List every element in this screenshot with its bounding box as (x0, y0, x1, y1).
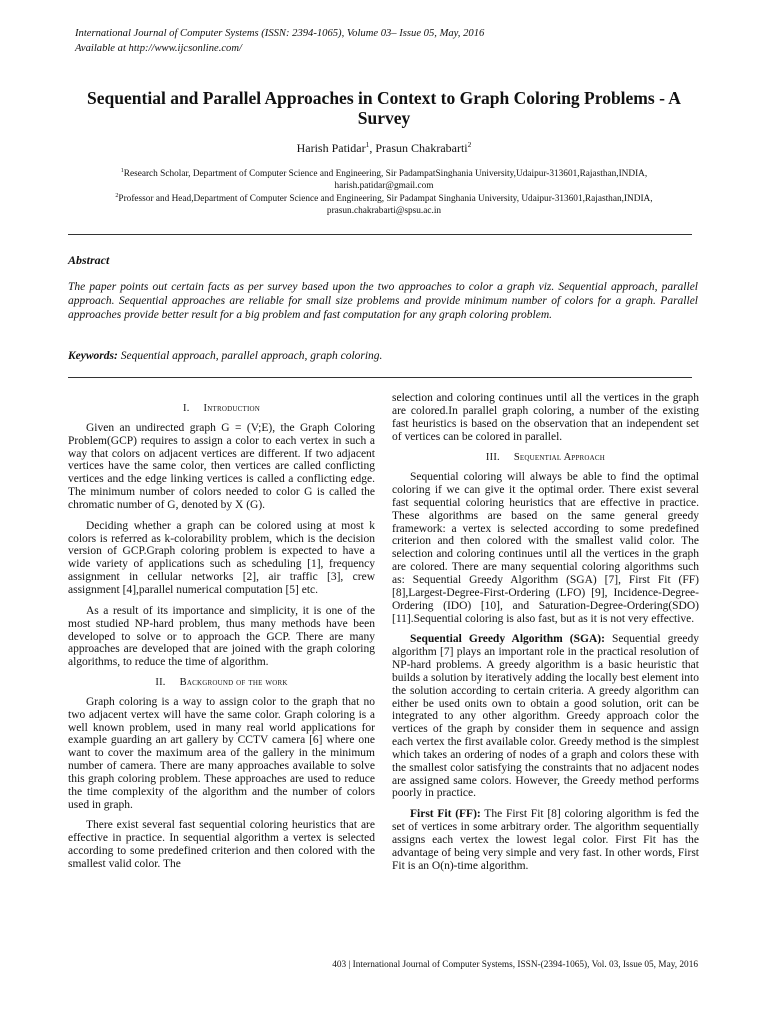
keywords (68, 350, 698, 362)
section-number: I. (183, 403, 190, 414)
sequential-paragraph-1: Sequential coloring will always be able to find the optimal coloring if we can give it the optimal order. There exist several fast sequential coloring heuristics that are effective in practice. These algorithms are based on the same general greedy framework: a vertex is selected according to some predefined criterion and then colored with the smallest valid color. The selection and coloring continues until all the vertices in the graph are colored. There are many sequential coloring algorithms such as: Sequential Greedy Algorithm (SGA) [7], First Fit (FF)[8],Largest-Degree-First-Ordering (LFO) [9], Incidence-Degree-Ordering (IDO) [10], and Saturation-Degree-Ordering(SDO) [11].Sequential coloring is also fast, but as it is not very effective. (392, 471, 699, 625)
intro-paragraph-3: As a result of its importance and simplicity, it is one of the most studied NP-hard problem, thus many methods have been developed to solve or to approach the GCP. There are many approaches are developed that are joined with the graph coloring algorithms, to reduce the time of algorithm. (68, 604, 375, 669)
intro-paragraph-2: Deciding whether a graph can be colored using at most k colors is referred as k-colorability problem, which is the decision version of GCP.Graph coloring problem is expected to have a wide variety of applications such as scheduling [1], frequency assignment in cellular networks [2], air traffic [3], crew assignment [4],parallel numerical computation [5] etc. (68, 519, 375, 596)
keywords-text: Sequential approach, parallel approach, graph coloring. (117, 350, 383, 362)
author-1-sup: 1 (365, 140, 370, 149)
affiliation-2-email: prasun.chakrabarti@spsu.ac.in (326, 205, 442, 216)
journal-line: International Journal of Computer Systems (ISSN: 2394-1065), Volume 03– Issue 05, May, 2016 (75, 28, 485, 39)
section-heading-introduction (68, 403, 375, 416)
paper-title: Sequential and Parallel Approaches in Context to Graph Coloring Problems - A Survey (87, 88, 681, 128)
affiliation-1-email: harish.patidar@gmail.com (334, 180, 434, 191)
affiliation-1-sup: 1 (120, 168, 124, 174)
sga-text: Sequential greedy algorithm [7] plays an important role in the practical resolution of NP-hard problems. A greedy algorithm is a basic heuristic that builds a solution by iteratively adding the locally best element into the solution according to certain criteria. A greedy algorithm can either be used onits own to obtain a good solution, orit can be integrated to any other algorithm. Greedy approach color the vertices of the graph by consider them in sequence and assign each vertex the first available color. Greedy method is the simplest which takes an ordering of nodes of a graph and colors these with the smallest color satisfying the constraints that no adjacent nodes are assigned same colors. However, the Greedy method performs poorly in practice. (392, 633, 699, 800)
affiliation-2-sup: 2 (115, 193, 119, 199)
affiliation-2-text: Professor and Head,Department of Computer Science and Engineering, Sir Padampat Singhania University, Udaipur-313601,Rajasthan,INDIA, (118, 194, 653, 205)
section-heading-sequential (392, 452, 699, 465)
ff-heading: First Fit (FF): (410, 808, 481, 821)
affiliation-1 (68, 166, 700, 192)
sga-paragraph (392, 633, 699, 800)
author-line (0, 140, 768, 156)
keywords-label: Keywords: (68, 350, 118, 362)
affiliation-1-text: Research Scholar, Department of Computer Science and Engineering, Sir PadampatSinghania University,Udaipur-313601,Rajasthan,INDIA, (123, 169, 648, 180)
right-column (392, 392, 699, 873)
background-paragraph-1: Graph coloring is a way to assign color to the graph that no two adjacent vertex will have the same color. Graph coloring is a well known problem, used in many real world applications for example guarding an art gallery by CCTV camera [6] where one want to cover the maximum area of the gallery in the minimum number of camera. There are many approaches available to solve this graph coloring problem. These approaches are used to reduce the time complexity of the algorithm and the number of colors used in graph. (68, 695, 375, 811)
abstract-heading: Abstract (68, 253, 110, 267)
top-divider (68, 234, 692, 235)
author-2-sup: 2 (467, 140, 472, 149)
author-2: Prasun Chakrabarti (375, 141, 468, 155)
section-heading-background (68, 677, 375, 690)
author-separator: , (369, 141, 376, 155)
section-number: II. (155, 677, 166, 689)
journal-header (75, 26, 484, 56)
background-paragraph-2: There exist several fast sequential coloring heuristics that are effective in practice. In sequential algorithm a vertex is selected according to some predefined criterion and then colored with the smallest valid color. The (68, 819, 375, 870)
section-title: Introduction (203, 403, 260, 414)
journal-url-line: Available at http://www.ijcsonline.com/ (75, 43, 242, 54)
section-number: III. (485, 452, 500, 464)
ff-text: The First Fit [8] coloring algorithm is fed the set of vertices in some arbitrary order. The algorithm sequentially assigns each vertex the lowest legal color. First Fit has the advantage of being very simple and very fast. In other words, First Fit is an O(n)-time algorithm. (392, 808, 700, 872)
abstract-text: The paper points out certain facts as per survey based upon the two approaches to color a graph viz. Sequential approach, parallel approach. Sequential approaches are reliable for small size problems and provide minimum number of colors for a graph. Parallel approaches provide better result for a big problem and fast computation for any graph coloring problem. (68, 281, 698, 321)
ff-paragraph (392, 808, 699, 872)
author-1: Harish Patidar (296, 141, 366, 155)
sga-heading: Sequential Greedy Algorithm (SGA): (410, 633, 605, 646)
left-column (68, 403, 375, 871)
section-title: Sequential Approach (513, 452, 606, 464)
intro-paragraph-1: Given an undirected graph G = (V;E), the Graph Coloring Problem(GCP) requires to assign a color to each vertex in such a way that colors on adjacent vertices are different. If two adjacent vertices have the same color, then vertices are called conflicting vertices and the edge linking vertices is called a conflicting edge. The minimum number of colors needed to color G is called the chromatic number of G, denoted by X (G). (68, 421, 375, 511)
section-title: Background of the work (179, 677, 288, 689)
continued-paragraph: selection and coloring continues until all the vertices in the graph are colored.In parallel graph coloring, a number of the existing fast heuristics is based on the observation that an independent set of vertices can be colored in parallel. (392, 392, 699, 443)
affiliation-2 (68, 191, 700, 217)
abstract-divider (68, 377, 692, 378)
page-footer: 403 | International Journal of Computer Systems, ISSN-(2394-1065), Vol. 03, Issue 05, May, 2016 (332, 960, 698, 970)
